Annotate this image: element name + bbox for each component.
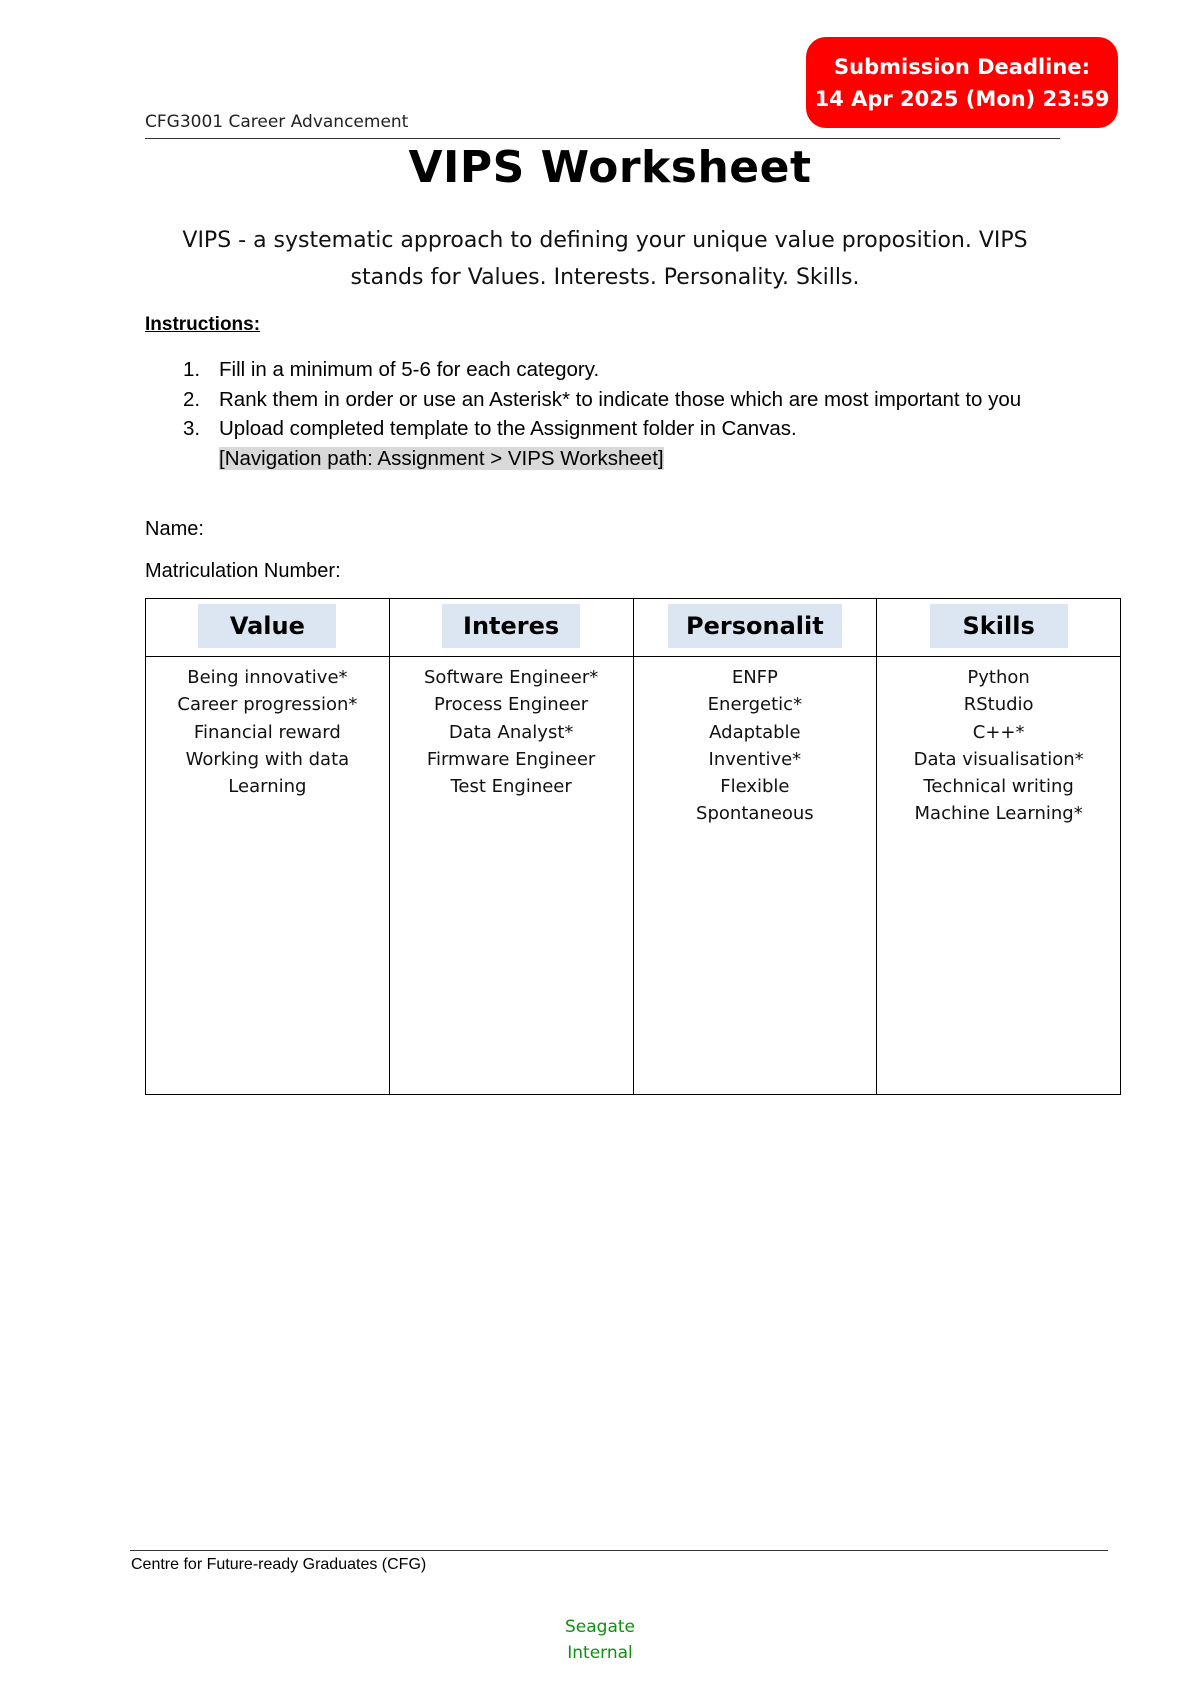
header-cell-interests [389,599,633,657]
table-header-row [146,599,1121,657]
header-divider [145,138,1060,139]
interests-column-cell [389,657,633,1095]
list-item: Adaptable [709,721,801,743]
list-item: Spontaneous [696,803,814,825]
classification-label [0,1614,1200,1666]
page-title: VIPS Worksheet [408,142,812,193]
list-item: Firmware Engineer [426,748,596,770]
deadline-date: 14 Apr 2025 (Mon) 23:59 [814,86,1110,111]
list-item: Data Analyst* [448,721,574,743]
list-item: C++* [972,721,1025,743]
instruction-item [145,355,1045,385]
column-header: Interes [442,604,580,648]
instruction-number: 2. [183,387,201,411]
instruction-text: Rank them in order or use an Asterisk* to indicate those which are most important to you [219,387,1022,411]
list-item: Technical writing [923,776,1074,798]
list-item: Data visualisation* [913,748,1084,770]
matric-field-label: Matriculation Number: [145,560,341,582]
list-item: Software Engineer* [424,667,599,688]
header-cell-skills [877,599,1121,657]
vips-table [145,598,1121,1095]
list-item: Working with data [185,748,350,770]
deadline-label: Submission Deadline: [834,54,1090,79]
instruction-item [145,385,1045,415]
list-item: Inventive* [708,748,802,770]
instruction-text: Upload completed template to the Assignment folder in Canvas. [219,417,797,440]
list-item: Machine Learning* [914,803,1083,825]
skills-column-cell [877,657,1121,1095]
list-item: Being innovative* [187,667,348,688]
submission-deadline-badge [806,37,1118,128]
list-item: Financial reward [193,721,341,743]
list-item: Process Engineer [434,694,589,716]
header-cell-value [146,599,390,657]
list-item: Learning [228,776,307,798]
instruction-item [145,414,1045,473]
column-header: Value [198,604,336,648]
list-item: Energetic* [707,694,803,716]
list-item: RStudio [963,694,1034,716]
navigation-path: [Navigation path: Assignment > VIPS Worksheet] [219,446,664,470]
classification-line: Seagate [564,1617,635,1637]
header-cell-personality [633,599,877,657]
intro-paragraph: VIPS - a systematic approach to defining your unique value proposition. VIPS stands for Values. Interests. Personality. Skills. [182,228,1028,290]
personality-column-cell [633,657,877,1095]
instruction-number: 1. [183,358,201,381]
list-item: Test Engineer [450,776,572,798]
name-field-label: Name: [145,518,204,540]
footer-text: Centre for Future-ready Graduates (CFG) [131,1556,427,1573]
column-header: Personalit [668,604,842,648]
footer-divider [130,1550,1108,1551]
list-item: ENFP [731,667,778,688]
instructions-heading: Instructions: [145,314,261,335]
list-item: Python [967,667,1030,688]
list-item: Flexible [720,776,790,798]
instructions-list [145,355,1045,473]
course-header: CFG3001 Career Advancement [145,112,409,132]
list-item: Career progression* [177,694,358,716]
instruction-text: Fill in a minimum of 5-6 for each category. [219,358,600,381]
table-row [146,657,1121,1095]
value-column-cell [146,657,390,1095]
column-header: Skills [930,604,1068,648]
instruction-number: 3. [183,417,201,440]
classification-line: Internal [567,1643,633,1663]
